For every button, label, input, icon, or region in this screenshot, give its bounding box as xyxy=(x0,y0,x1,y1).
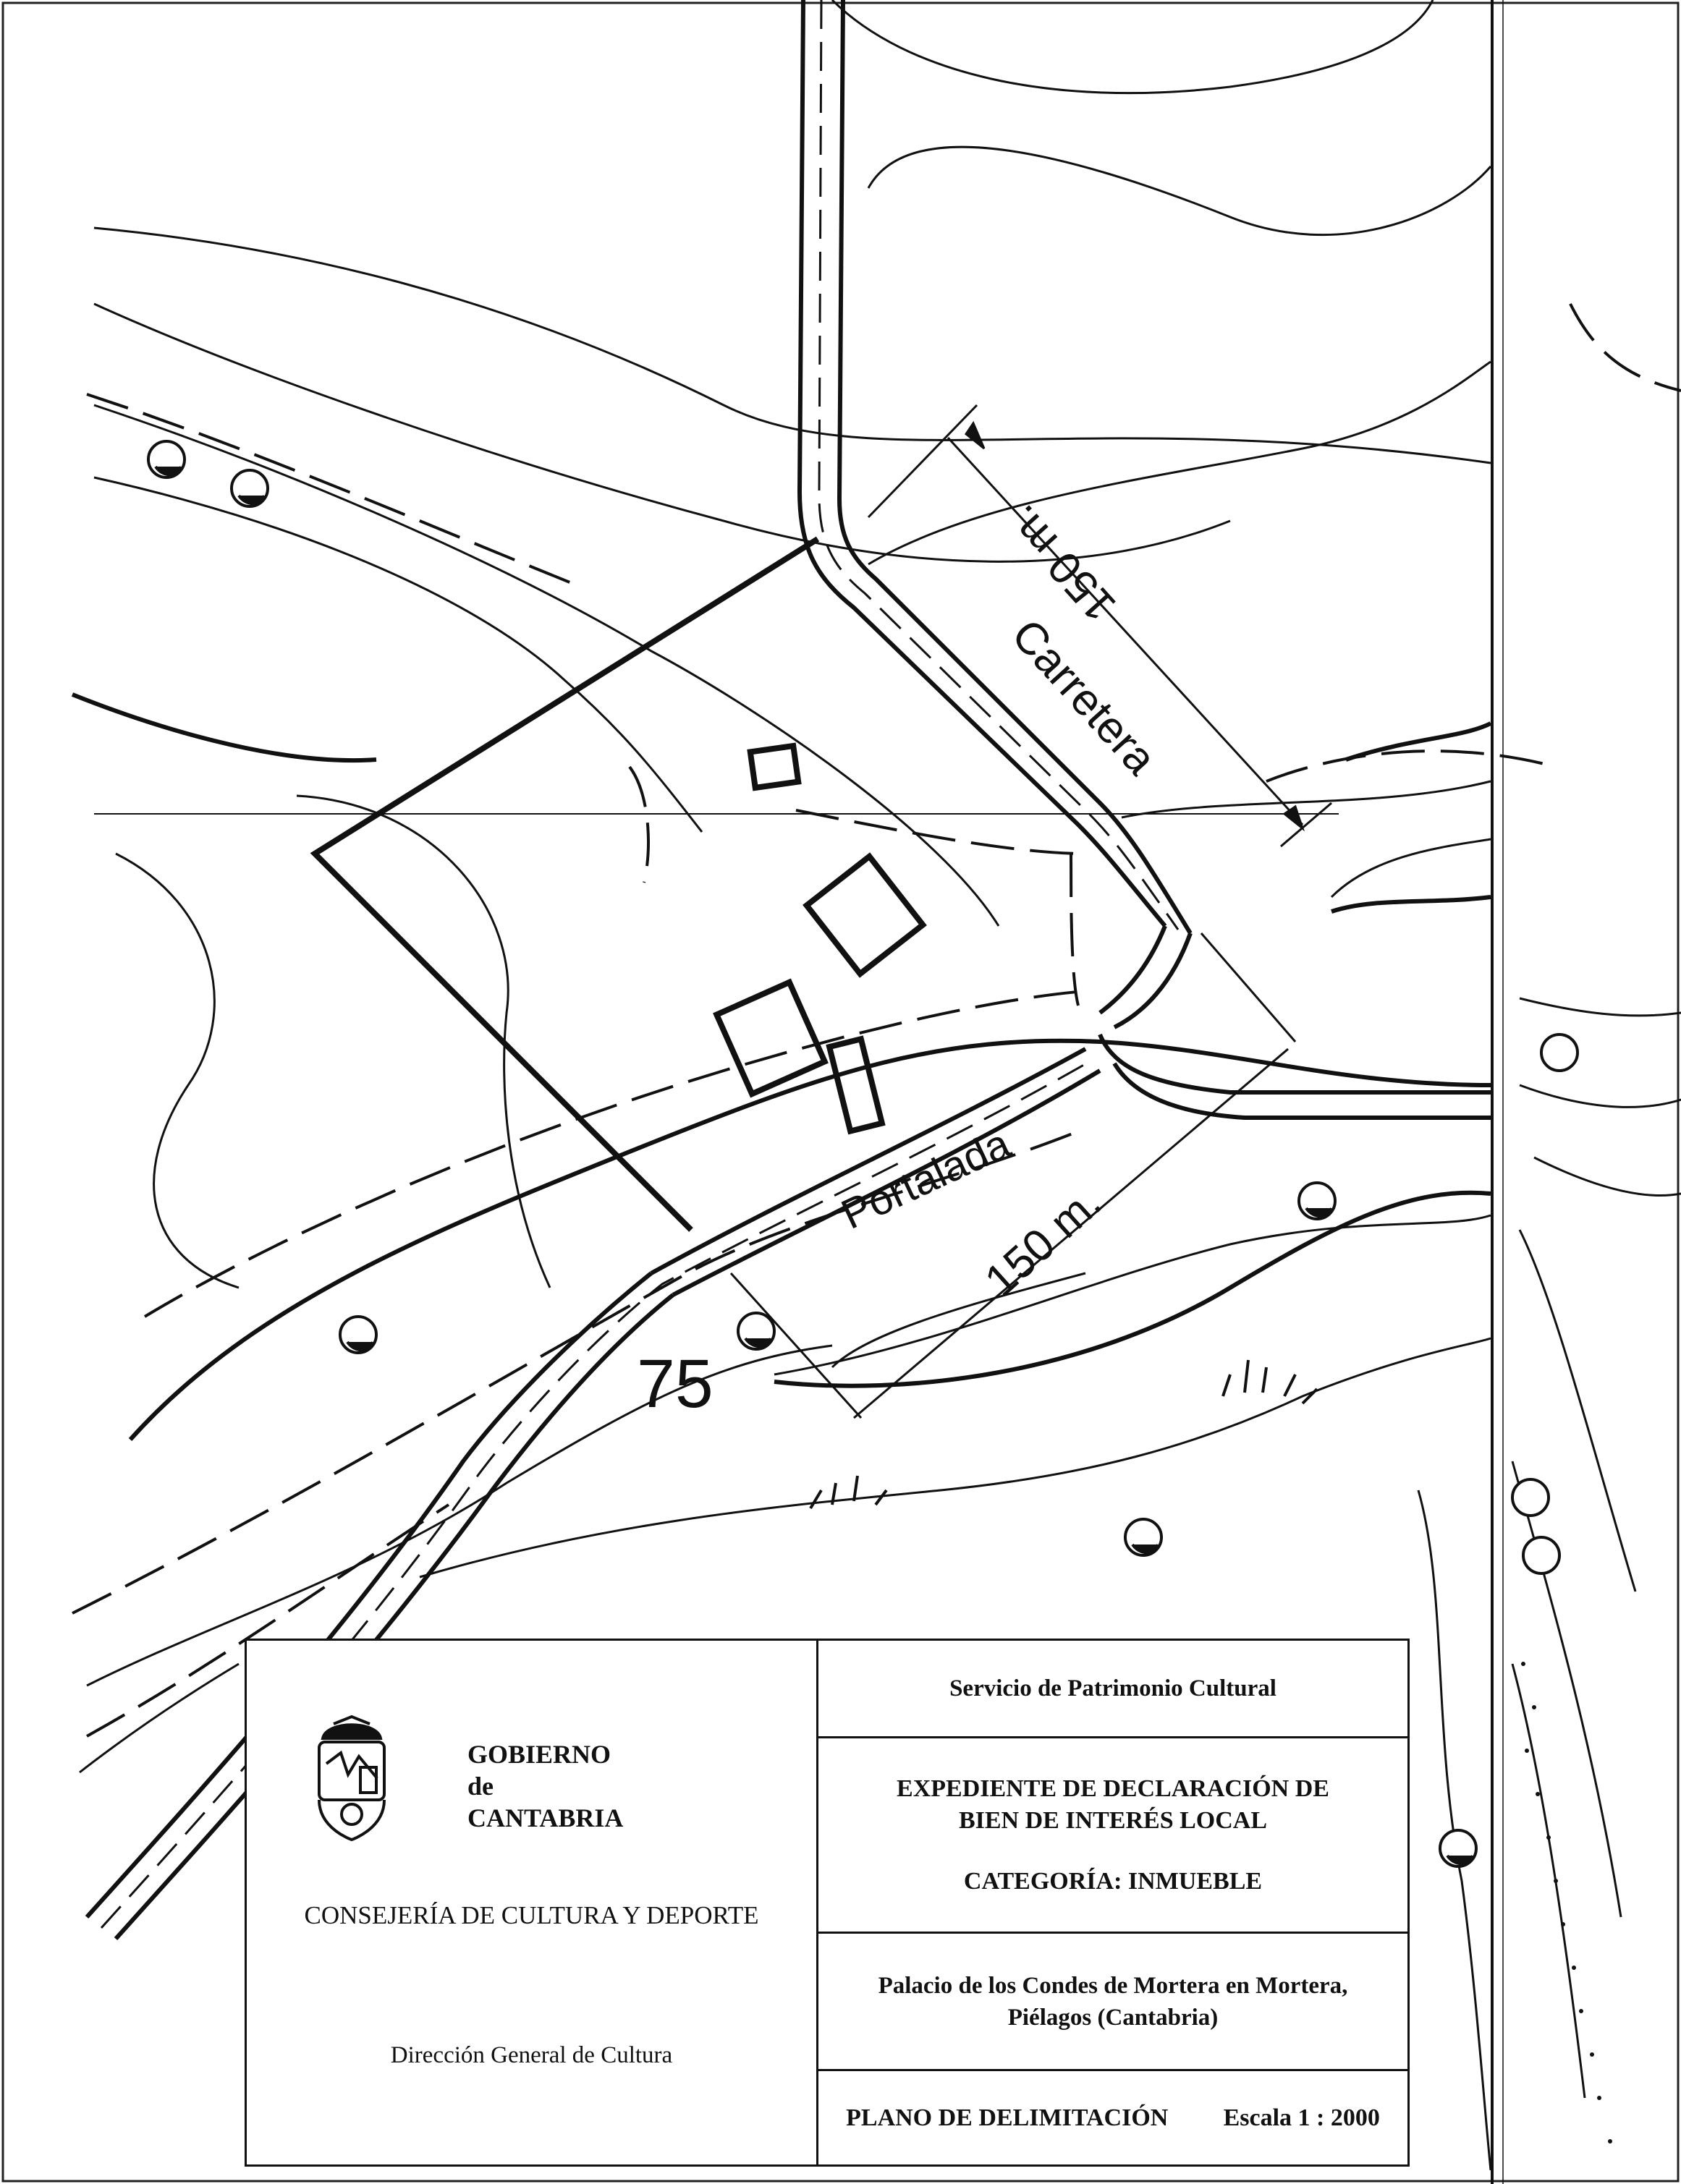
index-contour-lines xyxy=(72,694,1491,1440)
expediente-line1: EXPEDIENTE DE DECLARACIÓN DE xyxy=(897,1775,1329,1802)
palacio-cell xyxy=(818,1934,1407,2071)
plano-cell xyxy=(818,2071,1407,2164)
expediente-cell xyxy=(818,1738,1407,1934)
road-carretera xyxy=(800,0,1190,1027)
label-portalada: Portalada xyxy=(834,1119,1017,1238)
label-dim-bottom: 150 m. xyxy=(975,1177,1112,1306)
government-crest-icon xyxy=(308,1713,395,1843)
consejeria-label: CONSEJERÍA DE CULTURA Y DEPORTE xyxy=(304,1901,759,1929)
title-block-right xyxy=(818,1641,1407,2164)
label-contour-75: 75 xyxy=(637,1346,714,1422)
vegetation-marks xyxy=(810,1360,1317,1508)
escala-label: Escala 1 : 2000 xyxy=(1223,2104,1380,2131)
stipple-marks xyxy=(1521,1662,1612,2143)
government-name xyxy=(467,1738,623,1834)
servicio-label: Servicio de Patrimonio Cultural xyxy=(949,1675,1276,1701)
direccion-label: Dirección General de Cultura xyxy=(390,2042,673,2068)
palacio-line1: Palacio de los Condes de Mortera en Mortera, xyxy=(878,1972,1348,1999)
title-block-left xyxy=(247,1641,818,2164)
title-block xyxy=(245,1639,1410,2167)
buildings xyxy=(716,746,923,1131)
categoria-label: CATEGORÍA: INMUEBLE xyxy=(963,1867,1263,1895)
servicio-cell xyxy=(818,1641,1407,1738)
expediente-line2: BIEN DE INTERÉS LOCAL xyxy=(958,1806,1268,1834)
gov-line1: GOBIERNO xyxy=(467,1740,611,1769)
gov-line2: de xyxy=(467,1772,494,1801)
label-carretera: Carretera xyxy=(1002,610,1166,784)
dashed-contours xyxy=(72,304,1681,1736)
delimitation-boundary xyxy=(315,539,818,1230)
plano-label: PLANO DE DELIMITACIÓN xyxy=(846,2104,1169,2131)
gov-line3: CANTABRIA xyxy=(467,1803,624,1832)
label-dim-top: 150 m. xyxy=(996,495,1126,631)
palacio-line2: Piélagos (Cantabria) xyxy=(1007,2004,1219,2031)
